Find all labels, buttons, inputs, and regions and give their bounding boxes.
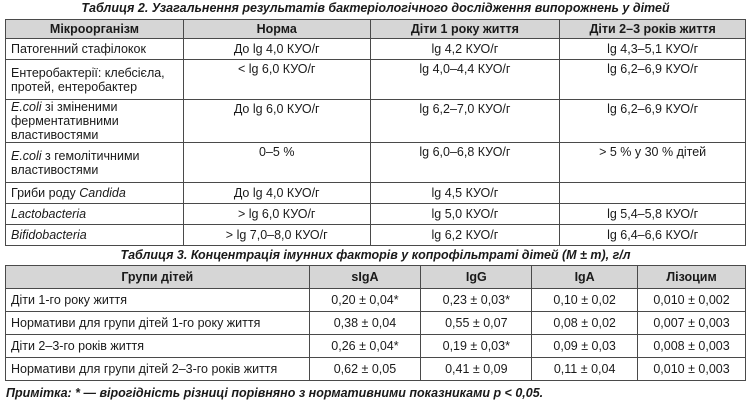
cell-norm: < lg 6,0 КУО/г	[183, 60, 370, 100]
table-row	[6, 143, 746, 183]
cell-organism	[6, 183, 184, 204]
cell-year1: lg 6,2–7,0 КУО/г	[370, 100, 560, 143]
table-row	[6, 312, 746, 335]
cell-siga: 0,62 ± 0,05	[309, 358, 421, 381]
cell-iga: 0,08 ± 0,02	[532, 312, 638, 335]
cell-year1: lg 4,0–4,4 КУО/г	[370, 60, 560, 100]
organism-text: з гемолітичними властивостями	[11, 148, 140, 177]
table-row	[6, 39, 746, 60]
organism-text: зі зміненими ферментативними властивостями	[11, 100, 119, 142]
column-header: Лізоцим	[638, 266, 746, 289]
cell-group: Нормативи для групи дітей 2–3-го років життя	[6, 358, 310, 381]
bacteriology-table	[5, 19, 746, 246]
cell-norm: 0–5 %	[183, 143, 370, 183]
cell-norm: > lg 6,0 КУО/г	[183, 204, 370, 225]
cell-norm: До lg 4,0 КУО/г	[183, 39, 370, 60]
cell-lysozyme: 0,010 ± 0,002	[638, 289, 746, 312]
organism-italic: Lactobacteria	[11, 207, 87, 221]
cell-igg: 0,41 ± 0,09	[421, 358, 532, 381]
cell-siga: 0,38 ± 0,04	[309, 312, 421, 335]
column-header: Норма	[183, 20, 370, 39]
cell-year23	[560, 183, 746, 204]
column-header: IgA	[532, 266, 638, 289]
table-footnote: Примітка: * — вірогідність різниці порівняно з нормативними показниками р < 0,05.	[6, 386, 544, 400]
cell-organism	[6, 39, 184, 60]
table2-caption: Таблиця 2. Узагальнення результатів бактеріологічного дослідження випорожнень у дітей	[81, 1, 670, 15]
organism-italic: Candida	[79, 186, 126, 200]
column-header: Мікроорганізм	[6, 20, 184, 39]
cell-year23: lg 6,2–6,9 КУО/г	[560, 60, 746, 100]
cell-year23: > 5 % у 30 % дітей	[560, 143, 746, 183]
table-row	[6, 60, 746, 100]
cell-organism	[6, 60, 184, 100]
cell-iga: 0,11 ± 0,04	[532, 358, 638, 381]
organism-italic: Bifidobacteria	[11, 228, 87, 242]
column-header: Діти 1 року життя	[370, 20, 560, 39]
table-row	[6, 358, 746, 381]
cell-organism	[6, 143, 184, 183]
table-row	[6, 204, 746, 225]
cell-siga: 0,20 ± 0,04*	[309, 289, 421, 312]
table-row	[6, 183, 746, 204]
table3-caption: Таблиця 3. Концентрація імунних факторів у копрофільтраті дітей (M ± m), г/л	[120, 248, 631, 262]
cell-igg: 0,19 ± 0,03*	[421, 335, 532, 358]
cell-year23: lg 5,4–5,8 КУО/г	[560, 204, 746, 225]
table-row	[6, 225, 746, 246]
organism-italic: E.coli	[11, 100, 42, 114]
cell-igg: 0,23 ± 0,03*	[421, 289, 532, 312]
cell-year1: lg 5,0 КУО/г	[370, 204, 560, 225]
cell-year23: lg 4,3–5,1 КУО/г	[560, 39, 746, 60]
table-header-row	[6, 20, 746, 39]
cell-igg: 0,55 ± 0,07	[421, 312, 532, 335]
cell-norm: До lg 6,0 КУО/г	[183, 100, 370, 143]
table-row	[6, 100, 746, 143]
immune-factors-table	[5, 265, 746, 381]
organism-text: Ентеробактерії: клебсієла, протей, ентеробактер	[11, 65, 165, 94]
table-header-row	[6, 266, 746, 289]
cell-group: Діти 1-го року життя	[6, 289, 310, 312]
cell-iga: 0,10 ± 0,02	[532, 289, 638, 312]
cell-year1: lg 4,5 КУО/г	[370, 183, 560, 204]
cell-norm: > lg 7,0–8,0 КУО/г	[183, 225, 370, 246]
cell-group: Нормативи для групи дітей 1-го року життя	[6, 312, 310, 335]
cell-year1: lg 6,2 КУО/г	[370, 225, 560, 246]
cell-year23: lg 6,2–6,9 КУО/г	[560, 100, 746, 143]
organism-italic: E.coli	[11, 148, 42, 163]
table-row	[6, 335, 746, 358]
table-row	[6, 289, 746, 312]
cell-year1: lg 4,2 КУО/г	[370, 39, 560, 60]
column-header: IgG	[421, 266, 532, 289]
organism-text: Гриби роду	[11, 186, 80, 200]
cell-organism	[6, 100, 184, 143]
cell-year23: lg 6,4–6,6 КУО/г	[560, 225, 746, 246]
cell-organism	[6, 204, 184, 225]
cell-norm: До lg 4,0 КУО/г	[183, 183, 370, 204]
cell-lysozyme: 0,010 ± 0,003	[638, 358, 746, 381]
cell-year1: lg 6,0–6,8 КУО/г	[370, 143, 560, 183]
organism-text: Патогенний стафілокок	[11, 42, 146, 56]
cell-lysozyme: 0,007 ± 0,003	[638, 312, 746, 335]
cell-lysozyme: 0,008 ± 0,003	[638, 335, 746, 358]
cell-siga: 0,26 ± 0,04*	[309, 335, 421, 358]
cell-organism	[6, 225, 184, 246]
column-header: Групи дітей	[6, 266, 310, 289]
column-header: Діти 2–3 років життя	[560, 20, 746, 39]
cell-iga: 0,09 ± 0,03	[532, 335, 638, 358]
column-header: sIgA	[309, 266, 421, 289]
cell-group: Діти 2–3-го років життя	[6, 335, 310, 358]
